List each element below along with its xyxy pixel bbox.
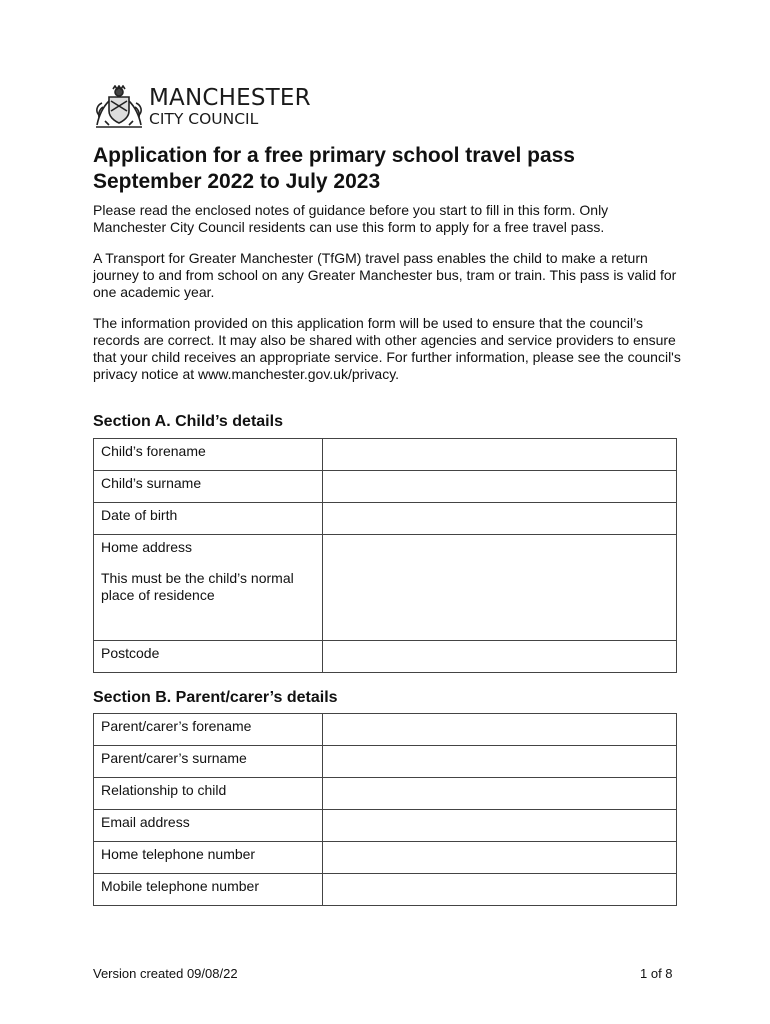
intro-paragraph-privacy: The information provided on this application form will be used to ensure that the council’s records are correct. It may also be shared with other agencies and service providers to ensure that your child receives an appropriate service. For further information, please see the council's privacy notice at www.manchester.gov.uk/privacy. <box>93 315 681 382</box>
child-details-table <box>93 438 677 673</box>
table-row <box>94 842 677 874</box>
date-of-birth-label: Date of birth <box>94 503 323 535</box>
home-address-label: Home address <box>101 539 193 555</box>
intro-paragraph-travel-pass: A Transport for Greater Manchester (TfGM) travel pass enables the child to make a return journey to and from school on any Greater Manchester bus, tram or train. This pass is valid for one academic year. <box>93 250 677 300</box>
table-row <box>94 439 677 471</box>
relationship-label: Relationship to child <box>94 778 323 810</box>
email-address-field[interactable] <box>323 810 677 842</box>
table-row <box>94 535 677 641</box>
home-telephone-label: Home telephone number <box>94 842 323 874</box>
childs-surname-field[interactable] <box>323 471 677 503</box>
council-logo <box>93 85 333 133</box>
childs-forename-label: Child’s forename <box>94 439 323 471</box>
table-row <box>94 503 677 535</box>
parent-details-table <box>93 713 677 906</box>
parent-surname-label: Parent/carer’s surname <box>94 746 323 778</box>
logo-title: MANCHESTER <box>149 85 311 111</box>
logo-subtitle: CITY COUNCIL <box>149 110 259 128</box>
mobile-telephone-label: Mobile telephone number <box>94 874 323 906</box>
table-row <box>94 714 677 746</box>
section-a-heading: Section A. Child’s details <box>93 413 283 430</box>
parent-forename-field[interactable] <box>323 714 677 746</box>
table-row <box>94 746 677 778</box>
intro-paragraph-guidance: Please read the enclosed notes of guidance before you start to fill in this form. Only Manchester City Council residents can use this form to apply for a free travel pass. <box>93 202 609 235</box>
table-row <box>94 471 677 503</box>
date-of-birth-field[interactable] <box>323 503 677 535</box>
title-line-2: September 2022 to July 2023 <box>93 170 381 193</box>
page-number: 1 of 8 <box>640 966 673 981</box>
manchester-crest-icon <box>93 85 145 131</box>
home-address-field[interactable] <box>323 535 677 641</box>
parent-surname-field[interactable] <box>323 746 677 778</box>
childs-forename-field[interactable] <box>323 439 677 471</box>
home-address-label-cell <box>94 535 323 641</box>
table-row <box>94 874 677 906</box>
table-row <box>94 778 677 810</box>
home-address-note: This must be the child’s normal place of residence <box>101 570 294 603</box>
childs-surname-label: Child’s surname <box>94 471 323 503</box>
email-address-label: Email address <box>94 810 323 842</box>
postcode-label: Postcode <box>94 641 323 673</box>
parent-forename-label: Parent/carer’s forename <box>94 714 323 746</box>
section-b-heading: Section B. Parent/carer’s details <box>93 689 338 706</box>
table-row <box>94 641 677 673</box>
mobile-telephone-field[interactable] <box>323 874 677 906</box>
home-telephone-field[interactable] <box>323 842 677 874</box>
title-line-1: Application for a free primary school travel pass <box>93 144 575 167</box>
table-row <box>94 810 677 842</box>
page-title <box>93 143 693 195</box>
relationship-field[interactable] <box>323 778 677 810</box>
version-text: Version created 09/08/22 <box>93 966 238 981</box>
postcode-field[interactable] <box>323 641 677 673</box>
